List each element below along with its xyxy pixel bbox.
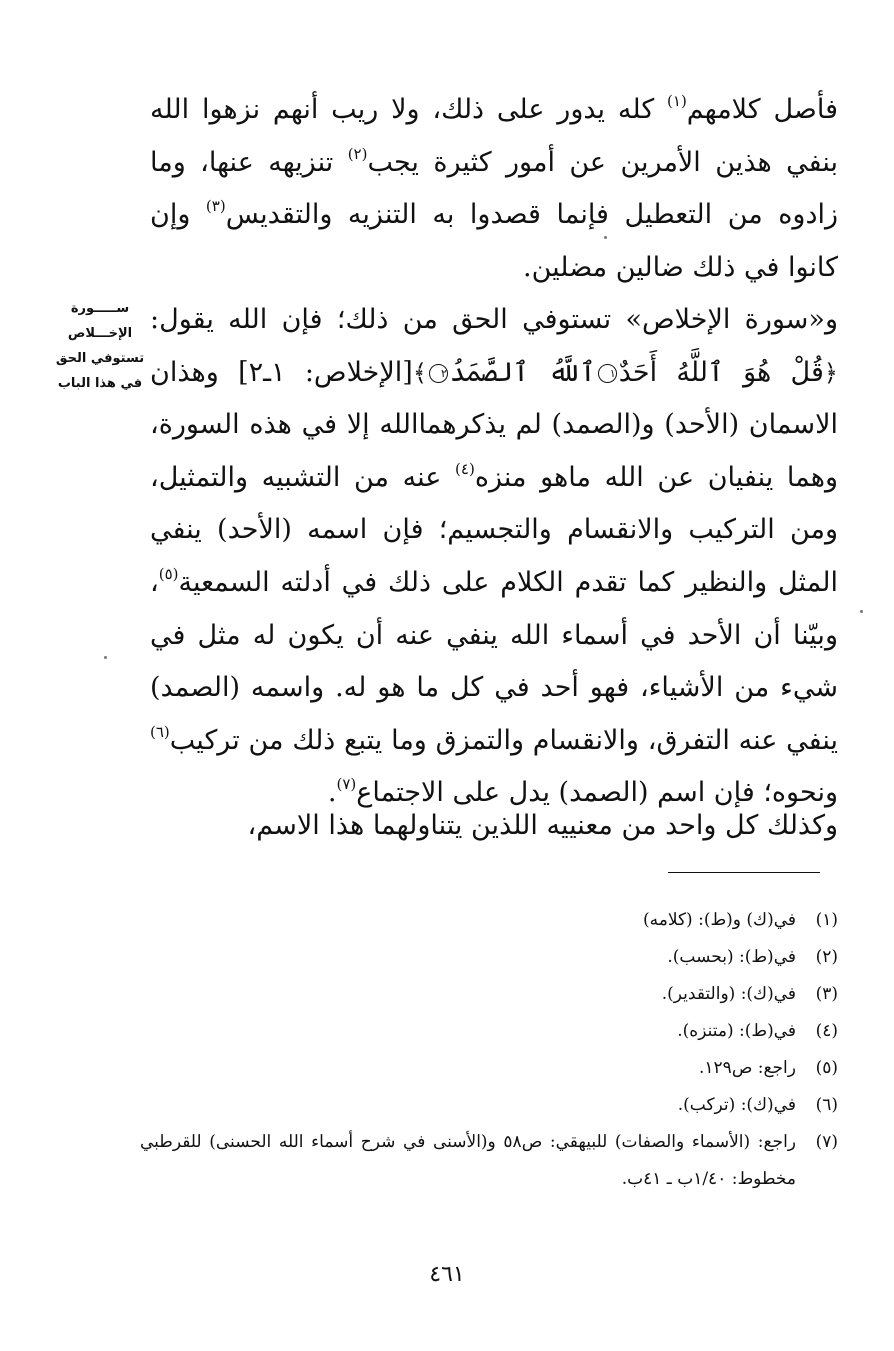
paragraph-2	[150, 294, 888, 820]
quran-bracket-open: ﴿	[823, 358, 838, 387]
footnote-number: (٥)	[815, 1058, 838, 1078]
footnote-ref-5: (٥)	[158, 564, 179, 583]
quran-reference: [الإخلاص: ١ـ٢]	[238, 356, 413, 388]
footnote-ref-1: (١)	[667, 92, 687, 110]
margin-note-line: تستوفي الحق	[55, 351, 145, 366]
footnote-item	[140, 1050, 838, 1087]
quran-verse-2: ٱللَّهُ ٱلصَّمَدُ	[449, 356, 596, 388]
quran-bracket-close: ﴾	[412, 358, 427, 387]
footnote-item	[140, 976, 838, 1013]
margin-note-line: في هذا الباب	[57, 376, 143, 391]
footnote-number: (١)	[815, 910, 838, 930]
footnote-number: (٣)	[815, 984, 838, 1004]
footnote-ref-2: (٢)	[347, 144, 368, 163]
footnote-text: في(ك) و(ط): (كلامه)	[642, 910, 796, 930]
footnote-number: (٢)	[815, 947, 838, 967]
footnote-ref-3: (٣)	[205, 197, 226, 216]
quran-verse-1: قُلْ هُوَ ٱللَّهُ أَحَدٌ	[618, 356, 824, 388]
footnote-text: في(ط): (متنزه).	[677, 1021, 796, 1041]
text-run: ، وبيّنا أن الأحد في أسماء الله ينفي عنه أن يكون له مثل في شيء من الأشياء، فهو أحد في كل ما هو له. واسمه (الصمد) ينفي عنه التفرق، والانقسام والتمزق وما يتبع ذلك من تركيب	[150, 566, 838, 756]
text-run: و«سورة الإخلاص» تستوفي الحق من ذلك؛ فإن الله يقول:	[150, 304, 838, 335]
footnote-text: راجع: (الأسماء والصفات) للبيهقي: ص٥٨ و(الأسنى في شرح أسماء الله الحسنى) للقرطبي مخطوط: ١/٤٠ب ـ ٤١ب.	[140, 1132, 796, 1189]
footnote-item	[140, 1013, 838, 1050]
text-run: كله يدور على ذلك، ولا ريب أنهم نزهوا الله بنفي هذين الأمرين عن أمور كثيرة يجب	[150, 94, 838, 178]
text-run: عنه من التشبيه والتمثيل، ومن التركيب والانقسام والتجسيم؛ فإن اسمه (الأحد) ينفي المثل والنظير كما تقدم الكلام على ذلك في أدلته السمعية	[150, 461, 838, 598]
text-run: وإن كانوا في ذلك ضالين مضلين.	[150, 199, 838, 283]
margin-note	[50, 296, 150, 396]
footnote-number: (٧)	[815, 1132, 838, 1152]
footnotes-list	[140, 902, 838, 1198]
footnote-text: راجع: ص١٢٩.	[699, 1058, 796, 1078]
footnote-ref-6: (٦)	[150, 722, 170, 741]
text-run: تنزيهه عنها، وما زادوه من التعطيل فإنما قصدوا به التنزيه والتقديس	[150, 146, 839, 231]
page-number: ٤٦١	[429, 1262, 465, 1287]
text-run: وهذان الاسمان (الأحد) و(الصمد) لم يذكرهماالله إلا في هذه السورة، وهما ينفيان عن الله ماهو منزه	[150, 356, 838, 493]
scan-speck	[860, 610, 863, 613]
text-run: فأصل كلامهم	[686, 94, 838, 125]
footnote-item	[140, 939, 838, 976]
text-run: ونحوه؛ فإن اسم (الصمد) يدل على الاجتماع	[356, 777, 838, 809]
margin-note-line: ســـــورة	[70, 301, 130, 316]
footnote-item	[140, 1124, 838, 1198]
footnote-text: في(ك): (والتقدير).	[661, 984, 796, 1004]
footnote-ref-7: (٧)	[336, 775, 357, 794]
footnote-item	[140, 902, 838, 939]
text-run: .	[327, 777, 337, 809]
ayah-number-2: ٢	[429, 364, 448, 383]
footnote-separator	[668, 872, 820, 873]
footnote-ref-4: (٤)	[455, 459, 475, 478]
ayah-number-1: ١	[598, 364, 617, 383]
footnote-number: (٤)	[815, 1021, 838, 1041]
footnote-number: (٦)	[815, 1095, 838, 1115]
margin-note-line: الإخـــلاص	[67, 326, 133, 341]
footnote-text: في(ط): (بحسب).	[667, 947, 796, 967]
scan-speck	[604, 236, 607, 239]
scan-speck	[104, 656, 107, 659]
paragraph-3: وكذلك كل واحد من معنييه اللذين يتناولهما هذا الاسم،	[247, 810, 838, 841]
paragraph-1	[150, 84, 838, 294]
footnote-text: في(ك): (تركب).	[677, 1095, 796, 1115]
footnote-item	[140, 1087, 838, 1124]
